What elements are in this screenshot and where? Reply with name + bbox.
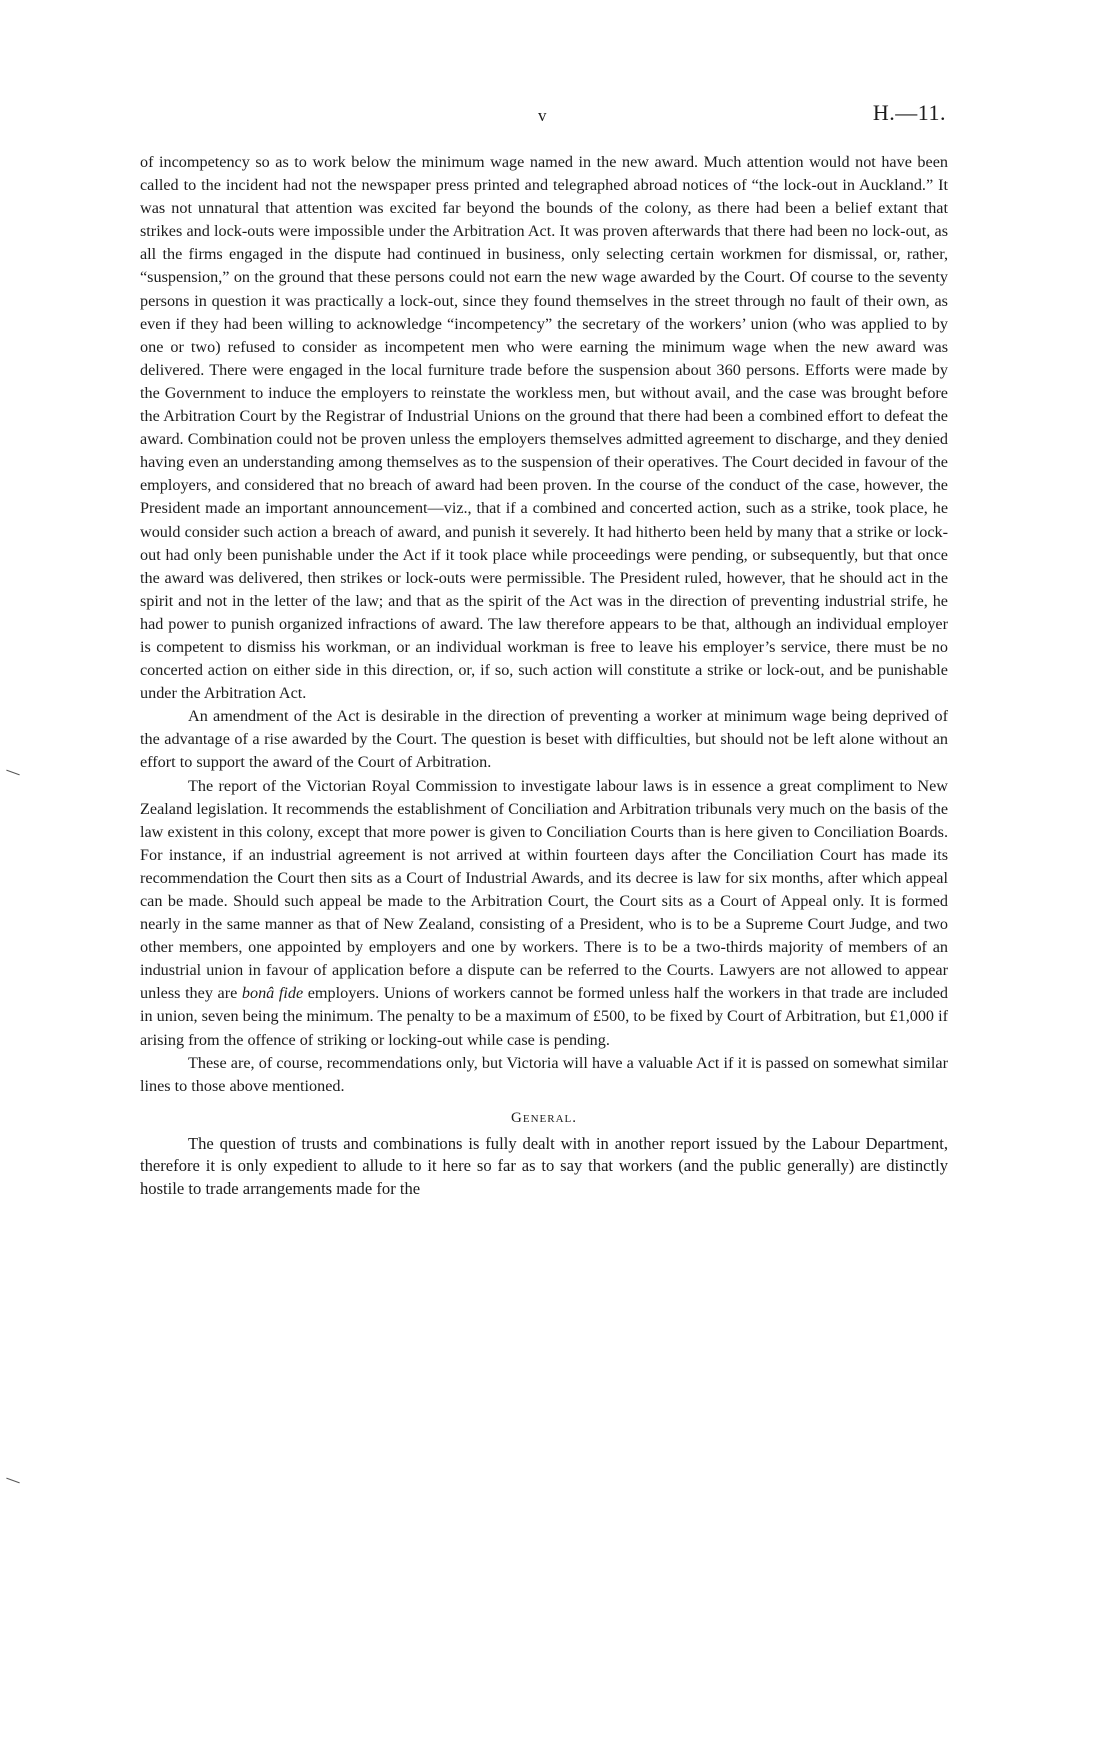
paragraph [140,775,948,1052]
margin-mark [6,1478,19,1484]
paragraph-text: The report of the Victorian Royal Commission to investigate labour laws is in essence a great compliment to New Zealand legislation. It recommends the establishment of Conciliation and Arbitration tribunals very much on the basis of the law existent in this colony, except that more power is given to Conciliation Courts than is here given to Conciliation Boards. For instance, if an industrial agreement is not arrived at within fourteen days after the Conciliation Court has made its recommendation the Court then sits as a Court of Industrial Awards, and its decree is law for six months, after which appeal can be made. Should such appeal be made to the Arbitration Court, the Court sits as a Court of Appeal only. It is formed nearly in the same manner as that of New Zealand, consisting of a President, who is to be a Supreme Court Judge, and two other members, one appointed by employers and one by workers. There is to be a two-thirds majority of members of an industrial union in favour of application before a dispute can be referred to the Courts. Lawyers are not allowed to appear unless they are [140,776,948,1003]
paragraph-text: employers. Unions of workers cannot be formed unless half the workers in that trade are included in union, seven being the minimum. The penalty to be a maximum of £500, to be fixed by Court of Arbitration, but £1,000 if arising from the offence of striking or locking-out while case is pending. [140,984,948,1049]
section-heading: General. [511,1109,577,1126]
margin-mark [6,770,19,776]
body-text [140,151,948,1200]
paragraph: An amendment of the Act is desirable in the direction of preventing a worker at minimum wage being deprived of the advantage of a rise awarded by the Court. The question is beset with difficulties, but should not be left alone without an effort to support the award of the Court of Arbitration. [140,707,948,772]
document-reference: H.—11. [872,100,946,125]
paragraph: The question of trusts and combinations is fully dealt with in another report issued by the Labour Department, therefore it is only expedient to allude to it here so far as to say that workers (and the public generally) are distinctly hostile to trade arrangements made for the [140,1133,948,1198]
italic-phrase: bonâ fide [241,984,304,1003]
page-header [0,100,1114,130]
page-number: v [538,106,548,125]
paragraph: These are, of course, recommendations only, but Victoria will have a valuable Act if it is passed on somewhat similar lines to those above mentioned. [140,1053,948,1095]
paragraph: of incompetency so as to work below the minimum wage named in the new award. Much attention would not have been called to the incident had not the newspaper press printed and telegraphed abroad notices of “the lock-out in Auckland.” It was not unnatural that attention was excited far beyond the bounds of the colony, as there had been a belief extant that strikes and lock-outs were impossible under the Arbitration Act. It was proven afterwards that there had been no lock-out, as all the firms engaged in the dispute had continued in business, only selecting certain workmen for dismissal, or, rather, “suspension,” on the ground that these persons could not earn the new wage awarded by the Court. Of course to the seventy persons in question it was practically a lock-out, since they found themselves in the street through no fault of their own, as even if they had been willing to acknowledge “incompetency” the secretary of the workers’ union (who was applied to by one or two) refused to consider as incompetent men who were earning the minimum wage when the new award was delivered. There were engaged in the local furniture trade before the suspension about 360 persons. Efforts were made by the Government to induce the employers to reinstate the workless men, but without avail, and the case was brought before the Arbitration Court by the Registrar of Industrial Unions on the ground that there had been a combined effort to defeat the award. Combination could not be proven unless the employers themselves admitted agreement to discharge, and they denied having even an understanding among themselves as to the suspension of their operatives. The Court decided in favour of the employers, and considered that no breach of award had been proven. In the course of the conduct of the case, however, the President made an important announcement—viz., that if a combined and concerted action, such as a strike, took place, he would consider such action a breach of award, and punish it severely. It had hitherto been held by many that a strike or lock-out had only been punishable under the Act if it took place while proceedings were pending, or subsequently, but that once the award was delivered, then strikes or lock-outs were permissible. The President ruled, however, that he should act in the spirit and not in the letter of the law; and that as the spirit of the Act was in the direction of preventing industrial strife, he had power to punish organized infractions of award. The law therefore appears to be that, although an individual employer is competent to dismiss his workman, or an individual workman is free to leave his employer’s service, there must be no concerted action on either side in this direction, or, if so, such action will constitute a strike or lock-out, and be punishable under the Arbitration Act. [140,153,948,703]
